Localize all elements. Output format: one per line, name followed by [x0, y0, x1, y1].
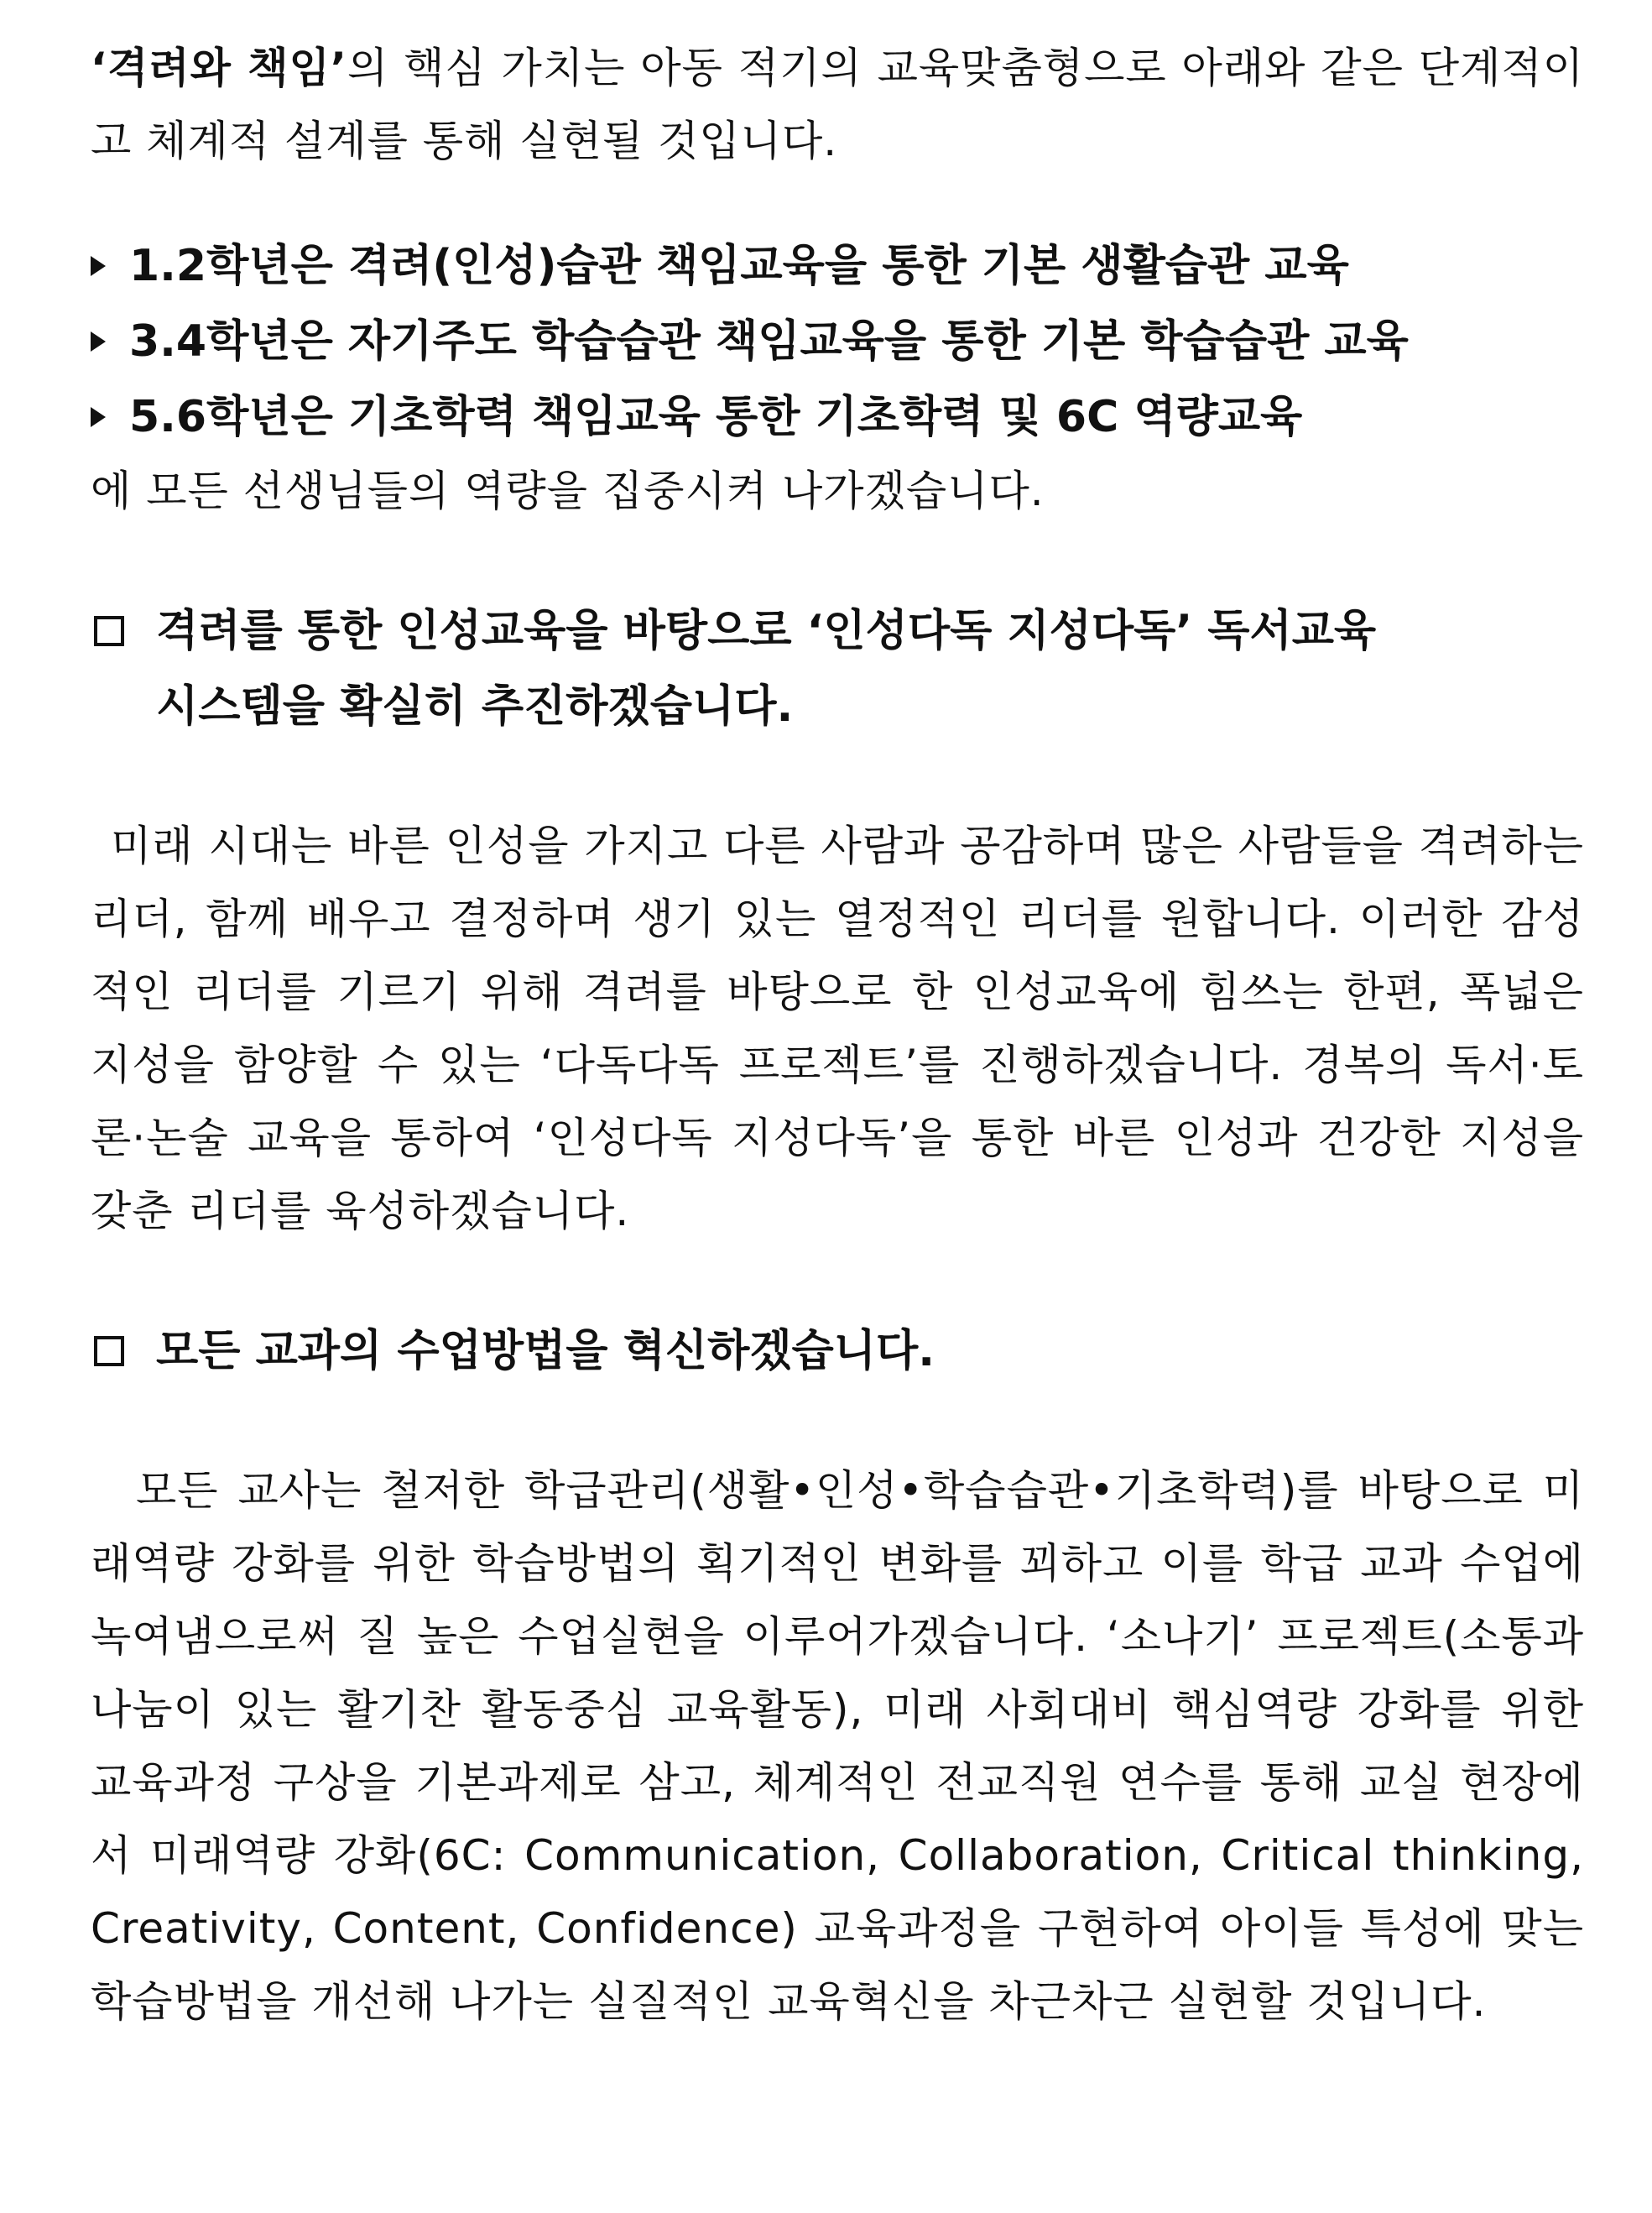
list-item: [91, 304, 1584, 379]
section-heading-reading: [91, 593, 1584, 744]
bullet-text: 3.4학년은 자기주도 학습습관 책임교육을 통한 기본 학습습관 교육: [129, 316, 1409, 367]
bullet-text: 5.6학년은 기초학력 책임교육 통한 기초학력 및 6C 역량교육: [129, 392, 1303, 442]
triangle-bullet-icon: [91, 331, 106, 352]
section-heading-line: 격려를 통한 인성교육을 바탕으로 ‘인성다독 지성다독’ 독서교육: [156, 606, 1377, 656]
intro-paragraph: [91, 32, 1584, 178]
checkbox-square-icon: [94, 616, 124, 646]
document-page: [91, 32, 1584, 2038]
list-item: [91, 228, 1584, 304]
section-body-reading: 미래 시대는 바른 인성을 가지고 다른 사람과 공감하며 많은 사람들을 격려하는 리더, 함께 배우고 결정하며 생기 있는 열정적인 리더를 원합니다. 이러한 감성적인 리더를 기르기 위해 격려를 바탕으로 한 인성교육에 힘쓰는 한편, 폭넓은 지성을 함양할 수 있는 ‘다독다독 프로젝트’를 진행하겠습니다. 경복의 독서·토론·논술 교육을 통하여 ‘인성다독 지성다독’을 통한 바른 인성과 건강한 지성을 갖춘 리더를 육성하겠습니다.: [91, 822, 1584, 1235]
checkbox-square-icon: [94, 1336, 124, 1366]
triangle-bullet-icon: [91, 256, 106, 276]
bullet-text: 1.2학년은 격려(인성)습관 책임교육을 통한 기본 생활습관 교육: [129, 241, 1349, 291]
list-item: [91, 379, 1584, 455]
section-body-teaching: 모든 교사는 철저한 학급관리(생활•인성•학습습관•기초학력)를 바탕으로 미래역량 강화를 위한 학습방법의 획기적인 변화를 꾀하고 이를 학급 교과 수업에 녹여냄으로써 질 높은 수업실현을 이루어가겠습니다. ‘소나기’ 프로젝트(소통과 나눔이 있는 활기찬 활동중심 교육활동), 미래 사회대비 핵심역량 강화를 위한 교육과정 구상을 기본과제로 삼고, 체계적인 전교직원 연수를 통해 교실 현장에서 미래역량 강화(6C: Communication, Collaboration, Critical thinking, Creativity, Content, Confidence) 교육과정을 구현하여 아이들 특성에 맞는 학습방법을 개선해 나가는 실질적인 교육혁신을 차근차근 실현할 것입니다.: [91, 1466, 1584, 2026]
intro-bold-quote: ‘격려와 책임’: [91, 44, 347, 92]
section-heading-line: 모든 교과의 수업방법을 혁신하겠습니다.: [156, 1326, 935, 1376]
section-heading-line: 시스템을 확실히 추진하겠습니다.: [156, 681, 794, 732]
intro-text: 의 핵심 가치는 아동 적기의 교육맞춤형으로 아래와 같은 단계적이고 체계적 설계를 통해 실현될 것입니다.: [91, 44, 1584, 165]
triangle-bullet-icon: [91, 407, 106, 427]
bullets-tail-text: 에 모든 선생님들의 역량을 집중시켜 나가겠습니다.: [91, 467, 1045, 515]
section-heading-teaching: [91, 1313, 1584, 1389]
bullet-list: [91, 228, 1584, 455]
